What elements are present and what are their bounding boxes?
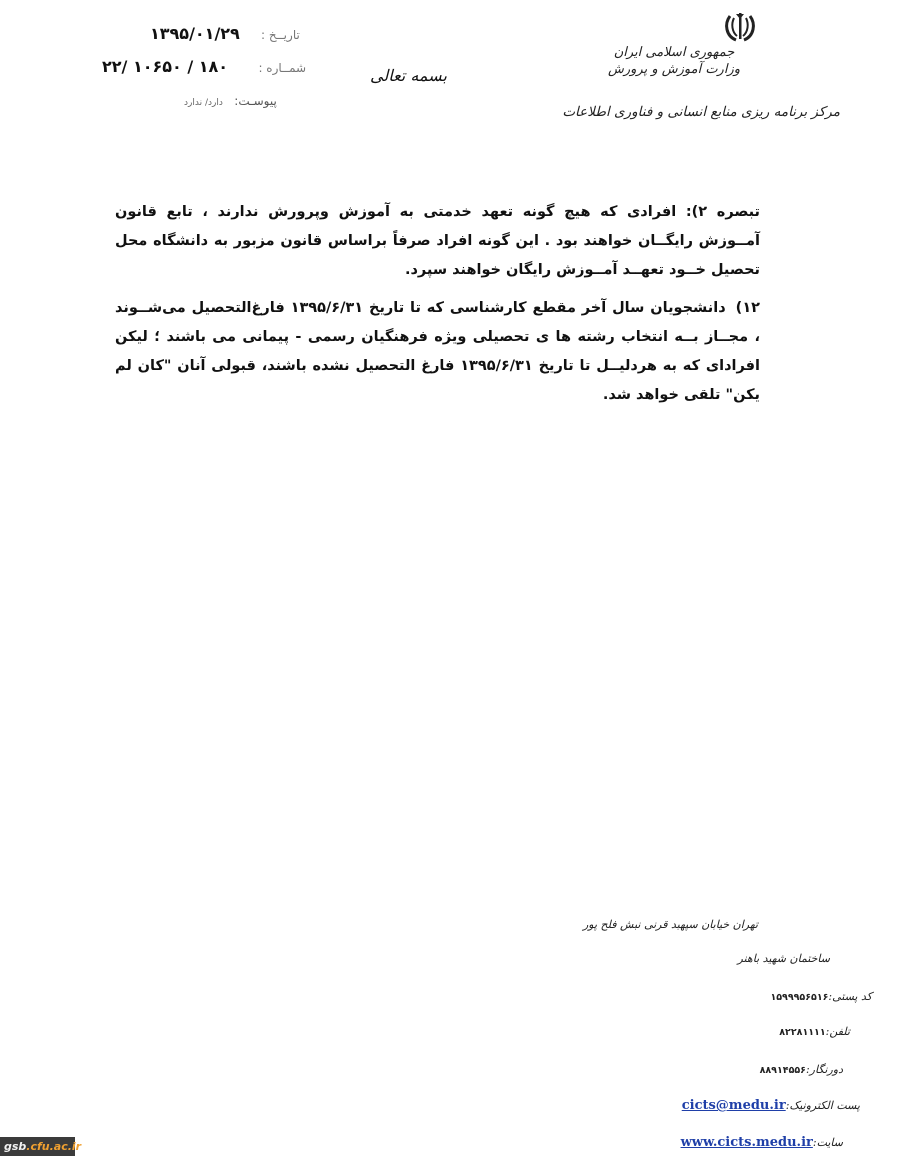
number-value: ۱۸۰ / ۱۰۶۵۰ /۲۲ <box>102 57 229 76</box>
website-label: سایت: <box>812 1136 843 1149</box>
postal-label: کد پستی: <box>828 990 872 1003</box>
watermark-badge <box>0 1137 82 1156</box>
fax-label: دورنگار: <box>805 1063 843 1076</box>
date-value: ۱۳۹۵/۰۱/۲۹ <box>150 24 240 43</box>
fax-value: ۸۸۹۱۴۵۵۶ <box>759 1065 806 1076</box>
ministry-block <box>608 44 740 78</box>
item-12-paragraph <box>115 294 760 410</box>
note-2-paragraph: تبصره ۲): افرادی که هیچ گونه تعهد خدمتی به آموزش وپرورش ندارند ، تابع قانون آمــوزش رایگــان خواهند بود . این گونه افراد صرفاً براساس قانون مزبور به دانشگاه محل تحصیل خــود تعهــد آمــوزش رایگان خواهند سپرد. <box>115 204 761 278</box>
email-link[interactable]: cicts@medu.ir <box>681 1098 786 1113</box>
item-12-number: ۱۲) <box>735 300 761 316</box>
address-line2: ساختمان شهید باهنر <box>737 952 830 965</box>
postal-value: ۱۵۹۹۹۵۶۵۱۶ <box>770 992 829 1003</box>
phone <box>779 1025 850 1038</box>
watermark-part1: gsb <box>4 1140 27 1153</box>
iran-emblem-icon <box>722 10 758 46</box>
number-row <box>102 57 306 76</box>
website <box>681 1135 843 1150</box>
date-row <box>150 24 300 43</box>
email-label: پست الکترونیک: <box>785 1099 860 1112</box>
watermark-part2: .cfu.ac.ir <box>26 1140 82 1153</box>
fax <box>760 1063 843 1076</box>
phone-label: تلفن: <box>825 1025 850 1038</box>
item-12-text: دانشجویان سال آخر مقطع کارشناسی که تا تاریخ ۱۳۹۵/۶/۳۱ فارغ‌التحصیل می‌شــوند ، مجــاز بــه انتخاب رشته ها ی تحصیلی ویژه فرهنگیان رسمی - پیمانی می باشند ؛ لیکن افرادای که به هردلیــل تا تاریخ ۱۳۹۵/۶/۳۱ فارغ التحصیل نشده باشند، قبولی آنان "کان لم یکن" تلقی خواهد شد. <box>115 300 760 403</box>
ministry-line2: وزارت آموزش و پرورش <box>607 62 740 77</box>
address-line1: تهران خیابان سپهبد قرنی نبش فلح پور <box>583 918 758 931</box>
website-link[interactable]: www.cicts.medu.ir <box>680 1135 813 1150</box>
ministry-line1: جمهوری اسلامی ایران <box>613 45 735 60</box>
phone-value: ۸۲۲۸۱۱۱۱ <box>779 1027 826 1038</box>
attachment-row <box>184 94 277 108</box>
postal-code <box>770 990 872 1003</box>
number-label: شمــاره : <box>258 61 307 75</box>
attachment-label: پیوسـت: <box>234 94 277 108</box>
email <box>682 1098 860 1113</box>
date-label: تاریــخ : <box>261 28 300 42</box>
center-name: مرکز برنامه ریزی منابع انسانی و فناوری اطلاعات <box>562 104 840 120</box>
bismillah-heading: بسمه تعالی <box>370 66 447 85</box>
attachment-value: دارد/ ندارد <box>184 98 223 108</box>
